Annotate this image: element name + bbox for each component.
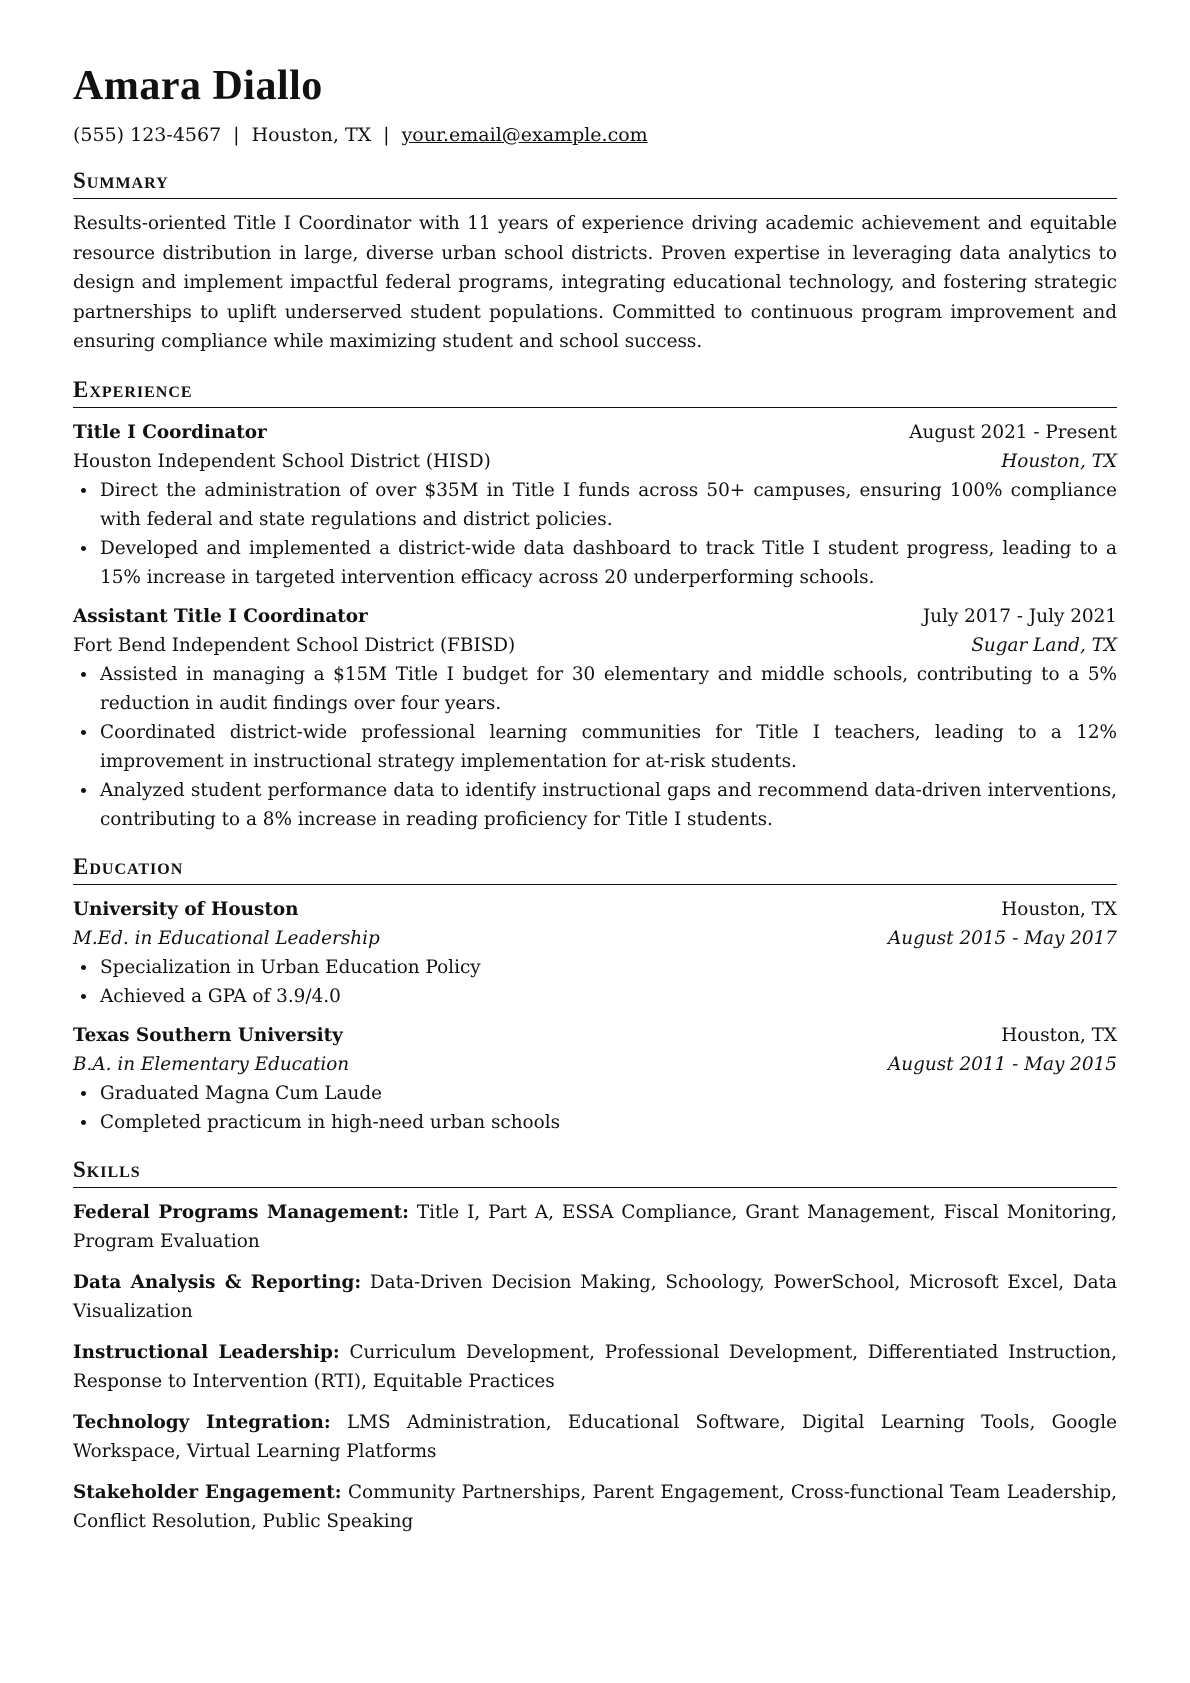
skill-category: Instructional Leadership:: [73, 1341, 340, 1363]
list-item: Analyzed student performance data to identify instructional gaps and recommend data-driven interventions, contributing to a 8% increase in reading proficiency for Title I students.: [73, 776, 1117, 834]
skill-category: Data Analysis & Reporting:: [73, 1271, 362, 1293]
education-bullets: [73, 953, 1117, 1011]
list-item: Developed and implemented a district-wide data dashboard to track Title I student progress, leading to a 15% increase in targeted intervention efficacy across 20 underperforming schools.: [73, 534, 1117, 592]
job-bullets: [73, 660, 1117, 834]
list-item: Achieved a GPA of 3.9/4.0: [73, 982, 1117, 1011]
job-location: Houston, TX: [1001, 450, 1117, 472]
experience-heading: Experience: [73, 375, 1117, 408]
list-item: Graduated Magna Cum Laude: [73, 1079, 1117, 1108]
skills-heading: Skills: [73, 1155, 1117, 1188]
education-heading: Education: [73, 852, 1117, 885]
contact-separator: |: [383, 124, 390, 146]
list-item: Assisted in managing a $15M Title I budget for 30 elementary and middle schools, contributing to a 5% reduction in audit findings over four years.: [73, 660, 1117, 718]
skill-group: [73, 1478, 1117, 1536]
entry-subheader-row: [73, 1050, 1117, 1079]
entry-subheader-row: [73, 447, 1117, 476]
location-text: Houston, TX: [251, 124, 372, 146]
school-name: University of Houston: [73, 898, 299, 920]
summary-text: Results-oriented Title I Coordinator with 11 years of experience driving academic achievement and equitable resource distribution in large, diverse urban school districts. Proven expertise in leveraging data analytics to design and implement impactful federal programs, integrating educational technology, and fostering strategic partnerships to uplift underserved student populations. Committed to continuous program improvement and ensuring compliance while maximizing student and school success.: [73, 213, 1117, 352]
job-title: Assistant Title I Coordinator: [73, 605, 368, 627]
candidate-name: Amara Diallo: [73, 63, 323, 109]
list-item: Coordinated district-wide professional learning communities for Title I teachers, leading to a 12% improvement in instructional strategy implementation for at-risk students.: [73, 718, 1117, 776]
entry-header-row: [73, 418, 1117, 447]
contact-line: [73, 122, 1117, 148]
entry-header-row: [73, 1021, 1117, 1050]
email-link[interactable]: your.email@example.com: [401, 124, 648, 146]
list-item: Specialization in Urban Education Policy: [73, 953, 1117, 982]
education-entry: [73, 1021, 1117, 1137]
skill-items: Curriculum Development, Professional Development, Differentiated Instruction, Response to Intervention (RTI), Equitable Practices: [73, 1341, 1117, 1392]
employer: Fort Bend Independent School District (FBISD): [73, 634, 516, 656]
job-dates: August 2021 - Present: [909, 421, 1117, 443]
employer: Houston Independent School District (HISD): [73, 450, 491, 472]
education-entry: [73, 895, 1117, 1011]
summary-heading: Summary: [73, 166, 1117, 199]
degree: M.Ed. in Educational Leadership: [73, 927, 380, 949]
experience-entry: [73, 602, 1117, 834]
education-dates: August 2015 - May 2017: [888, 927, 1117, 949]
entry-subheader-row: [73, 924, 1117, 953]
job-dates: July 2017 - July 2021: [922, 605, 1117, 627]
skill-category: Stakeholder Engagement:: [73, 1481, 342, 1503]
skill-items: Data-Driven Decision Making, Schoology, PowerSchool, Microsoft Excel, Data Visualization: [73, 1271, 1117, 1322]
school-location: Houston, TX: [1001, 898, 1117, 920]
skill-items: Title I, Part A, ESSA Compliance, Grant Management, Fiscal Monitoring, Program Evaluation: [73, 1201, 1117, 1252]
skill-items: LMS Administration, Educational Software, Digital Learning Tools, Google Workspace, Virtual Learning Platforms: [73, 1411, 1117, 1462]
degree: B.A. in Elementary Education: [73, 1053, 350, 1075]
school-name: Texas Southern University: [73, 1024, 343, 1046]
entry-header-row: [73, 895, 1117, 924]
skill-group: [73, 1268, 1117, 1326]
experience-entry: [73, 418, 1117, 592]
school-location: Houston, TX: [1001, 1024, 1117, 1046]
phone-number: (555) 123-4567: [73, 124, 222, 146]
skill-group: [73, 1338, 1117, 1396]
entry-header-row: [73, 602, 1117, 631]
skill-group: [73, 1198, 1117, 1256]
skill-category: Federal Programs Management:: [73, 1201, 409, 1223]
skill-category: Technology Integration:: [73, 1411, 331, 1433]
list-item: Direct the administration of over $35M in Title I funds across 50+ campuses, ensuring 100% compliance with federal and state regulations and district policies.: [73, 476, 1117, 534]
education-dates: August 2011 - May 2015: [888, 1053, 1117, 1075]
entry-subheader-row: [73, 631, 1117, 660]
skill-items: Community Partnerships, Parent Engagement, Cross-functional Team Leadership, Conflict Resolution, Public Speaking: [73, 1481, 1117, 1532]
job-location: Sugar Land, TX: [971, 634, 1117, 656]
list-item: Completed practicum in high-need urban schools: [73, 1108, 1117, 1137]
skill-group: [73, 1408, 1117, 1466]
job-bullets: [73, 476, 1117, 592]
job-title: Title I Coordinator: [73, 421, 267, 443]
contact-separator: |: [233, 124, 240, 146]
education-bullets: [73, 1079, 1117, 1137]
